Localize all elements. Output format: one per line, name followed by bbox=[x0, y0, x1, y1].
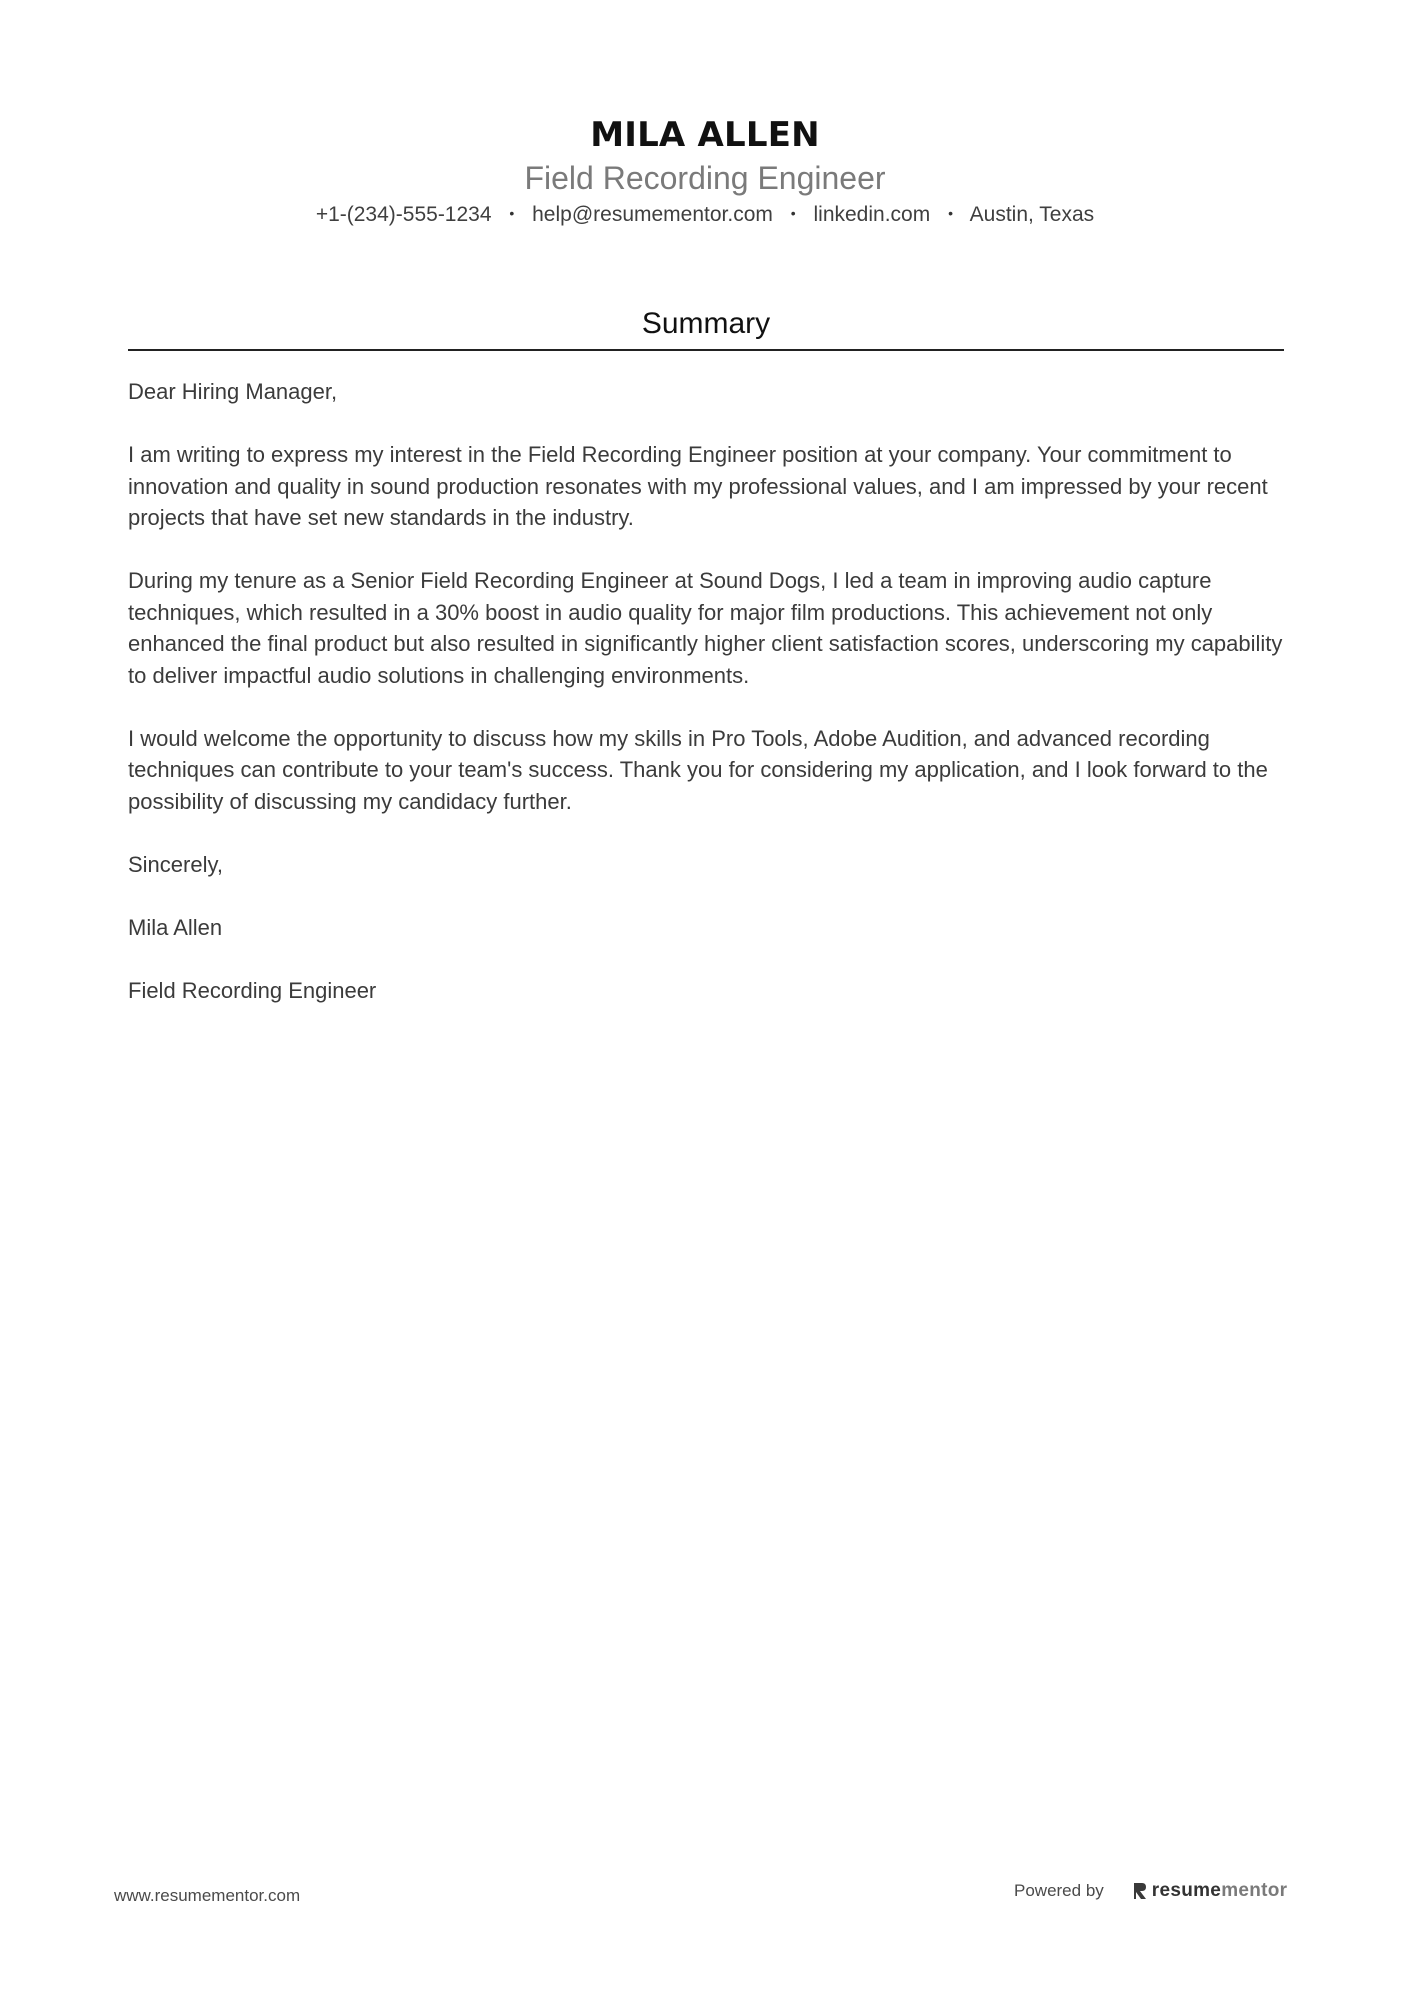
section-divider bbox=[128, 349, 1284, 351]
footer-powered-by bbox=[1014, 1880, 1287, 1902]
header bbox=[0, 112, 1410, 230]
contact-separator: • bbox=[948, 205, 953, 222]
brand-wordmark bbox=[1152, 1880, 1288, 1902]
contact-phone: +1-(234)-555-1234 bbox=[315, 203, 492, 226]
brand-logo[interactable] bbox=[1132, 1880, 1288, 1902]
candidate-name: MILA ALLEN bbox=[590, 115, 820, 155]
resumementor-logo-icon bbox=[1132, 1881, 1148, 1901]
candidate-role: Field Recording Engineer bbox=[524, 160, 886, 196]
contact-linkedin[interactable]: linkedin.com bbox=[813, 203, 931, 226]
letter-body bbox=[128, 376, 1288, 1038]
signature-name: Mila Allen bbox=[128, 914, 223, 940]
letter-paragraph: I would welcome the opportunity to discuss how my skills in Pro Tools, Adobe Audition, and advanced recording techniques can contribute to your team's success. Thank you for considering my application, and I look forward to the possibility of discussing my candidacy further. bbox=[128, 725, 1268, 814]
footer-website-link[interactable]: www.resumementor.com bbox=[114, 1886, 301, 1905]
contact-line bbox=[0, 200, 1410, 230]
contact-location: Austin, Texas bbox=[969, 203, 1095, 226]
letter-greeting: Dear Hiring Manager, bbox=[128, 379, 338, 404]
brand-wordmark-light: mentor bbox=[1221, 1880, 1288, 1901]
brand-wordmark-bold: resume bbox=[1151, 1880, 1222, 1901]
letter-closing: Sincerely, bbox=[128, 851, 223, 877]
letter-paragraph: During my tenure as a Senior Field Recording Engineer at Sound Dogs, I led a team in improving audio capture techniques, which resulted in a 30% boost in audio quality for major film productions. This achievement not only enhanced the final product but also resulted in significantly higher client satisfaction scores, underscoring my capability to deliver impactful audio solutions in challenging environments. bbox=[128, 568, 1283, 688]
section-title-summary: Summary bbox=[641, 307, 771, 340]
signature-title: Field Recording Engineer bbox=[128, 977, 377, 1003]
letter-paragraph: I am writing to express my interest in the Field Recording Engineer position at your company. Your commitment to innovation and quality in sound production resonates with my professional values, and I am impressed by your recent projects that have set new standards in the industry. bbox=[128, 442, 1268, 530]
contact-separator: • bbox=[509, 205, 515, 222]
powered-by-label: Powered by bbox=[1014, 1881, 1104, 1900]
contact-separator: • bbox=[790, 205, 796, 222]
contact-email[interactable]: help@resumementor.com bbox=[532, 203, 773, 226]
